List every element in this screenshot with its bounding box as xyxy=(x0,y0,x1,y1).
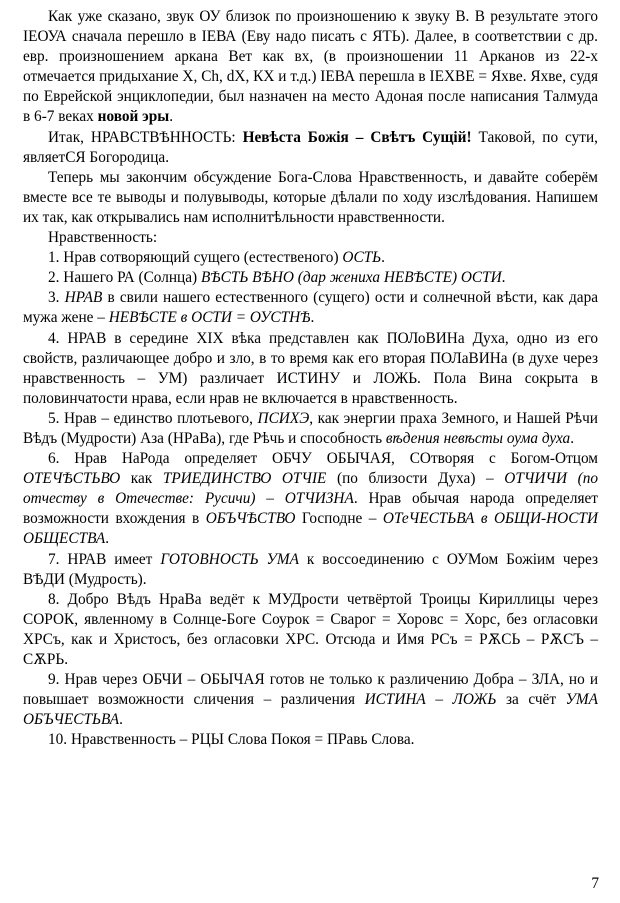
text-run: как xyxy=(120,470,163,488)
paragraph xyxy=(23,590,598,670)
text-run: . xyxy=(310,309,315,327)
text-body xyxy=(23,7,598,750)
text-run: Как уже сказано, звук ОУ близок по произношению к звуку В. В результате этого ІЕОУА сначала перешло в ІЕВА (Еву надо писать с ЯТЬ). Далее, в соответствии с др. евр. произношением аркана Вет как вх, (в произношении 11 Арканов из 22-х отмечается придыхание Х, Ch, dX, КХ и т.д.) ІЕВА перешла в ІЕХВЕ = Яхве. Яхве, судя по Еврейской энциклопедии, был назначен на место Адоная после написания Талмуда в 6-7 веках xyxy=(23,8,598,126)
text-run: . xyxy=(119,711,123,729)
text-run: ОТЕЧѢСТЬВО xyxy=(23,470,121,488)
text-run: Теперь мы закончим обсуждение Бога-Слова Нравственность, и давайте соберём вместе все те выводы и полувыводы, которые дѣлали по ходу изслѣдования. Напишем их так, как открывались нам исполнитѣльности нравственности. xyxy=(23,168,598,226)
text-run: Господне – xyxy=(295,510,383,528)
paragraph xyxy=(23,409,598,449)
paragraph xyxy=(23,248,598,268)
text-run: в свили нашего естественного (сущего) ости и солнечной вѣсти, как дара мужа жене – xyxy=(23,289,599,327)
text-run: . xyxy=(570,429,575,447)
text-run: ОБЪЧѢСТВО xyxy=(205,510,296,528)
text-run: Невѣста Божія – Свѣтъ Сущій! xyxy=(242,128,472,146)
paragraph xyxy=(23,449,598,549)
paragraph xyxy=(23,168,598,228)
text-run: к воссоединению с ОУМом Божіим через ВѢДИ (Мудрость). xyxy=(23,550,598,588)
paragraph xyxy=(23,268,598,288)
text-run: 5. Нрав – единство плотьевого, xyxy=(48,409,258,427)
text-run: 7. НРАВ имеет xyxy=(48,550,161,568)
text-run: 8. Добро Вѣдъ НраВа ведёт к МУДрости четвёртой Троицы Кириллицы через СОРОК, явленному в Солнце-Боге Соурок = Сварог = Хоровс = Хорс, без огласовки ХРСъ, как и Христосъ, без огласовки ХРС. Отсюда и Имя РСъ = РѪСЬ – РѪСЪ – СѪРЬ. xyxy=(23,590,598,668)
text-run: Нравственность: xyxy=(48,229,158,247)
text-run: . Нрав обычая народа определяет возможности вхождения в xyxy=(23,490,598,528)
text-run: ОТЧИЧИ (по отчеству в Отечестве: Русичи) – ОТЧИЗНА xyxy=(23,470,599,508)
text-run: вѣдения невѣсты оума духа xyxy=(385,429,571,447)
paragraph xyxy=(23,550,598,590)
text-run: ГОТОВНОСТЬ УМА xyxy=(160,550,299,568)
text-run: ВѢСТЬ ВѢНО (дар жениха НЕВѢСТЕ) ОСТИ xyxy=(200,269,502,287)
text-run: 10. Нравственность – РЦЫ Слова Покоя = ПРавь Слова. xyxy=(48,731,415,749)
text-run: . xyxy=(169,108,174,126)
paragraph xyxy=(23,128,598,168)
text-run: НРАВ xyxy=(64,289,103,307)
text-run: . xyxy=(501,269,506,287)
paragraph xyxy=(23,670,598,730)
text-run: ТРИЕДИНСТВО ОТЧІЕ xyxy=(162,470,327,488)
text-run: ОТеЧЕСТЬВА в ОБЩИ-НОСТИ ОБЩЕСТВА xyxy=(23,510,598,548)
text-run: 6. Нрав НаРода определяет ОБЧУ ОБЫЧАЯ, СОтворяя с Богом-Отцом xyxy=(48,450,598,468)
text-run: . xyxy=(105,530,110,548)
text-run: за счёт xyxy=(496,691,566,709)
text-run: Таковой, по сути, являетСЯ Богородица. xyxy=(23,128,598,166)
text-run: 2. Нашего РА (Солнца) xyxy=(48,269,201,287)
paragraph xyxy=(23,7,598,128)
text-run: 9. Нрав через ОБЧИ – ОБЫЧАЯ готов не только к различению Добра – ЗЛА, но и повышает возможности сличения – различения xyxy=(23,671,598,709)
paragraph xyxy=(23,329,598,409)
text-run: новой эры xyxy=(97,108,170,126)
text-run: ПСИХЭ xyxy=(257,409,310,427)
text-run: , как энергии праха Земного, и Нашей Рѣчи Вѣдъ (Мудрости) Аза (НРаВа), где Рѣчь и способность xyxy=(23,409,598,447)
paragraph xyxy=(23,730,598,750)
text-run: ИСТИНА – ЛОЖЬ xyxy=(364,691,497,709)
text-run: (по близости Духа) – xyxy=(326,470,505,488)
text-run: . xyxy=(381,249,385,267)
text-run: УМА ОБЪЧЕСТЬВА xyxy=(23,691,598,729)
text-run: 1. Нрав сотворяющий сущего (естественого) xyxy=(48,249,343,267)
page-number: 7 xyxy=(591,874,599,892)
text-run: Итак, НРАВСТВѢННОСТЬ: xyxy=(48,128,243,146)
paragraph xyxy=(23,288,598,328)
text-run: 4. НРАВ в середине XIX вѣка представлен как ПОЛоВИНа Духа, одно из его свойств, различающее добро и зло, в то время как его вторая ПОЛаВИНа (в духе через нравственность – УМ) различает ИСТИНУ и ЛОЖЬ. Пола Вина сокрыта в половинчатости нрава, если нрав не включается в нравственность. xyxy=(23,329,598,407)
text-run: 3. xyxy=(48,289,65,307)
text-run: ОСТЬ xyxy=(342,249,382,267)
text-run: НЕВѢСТЕ в ОСТИ = ОУСТНѢ xyxy=(108,309,311,327)
paragraph xyxy=(23,228,598,248)
